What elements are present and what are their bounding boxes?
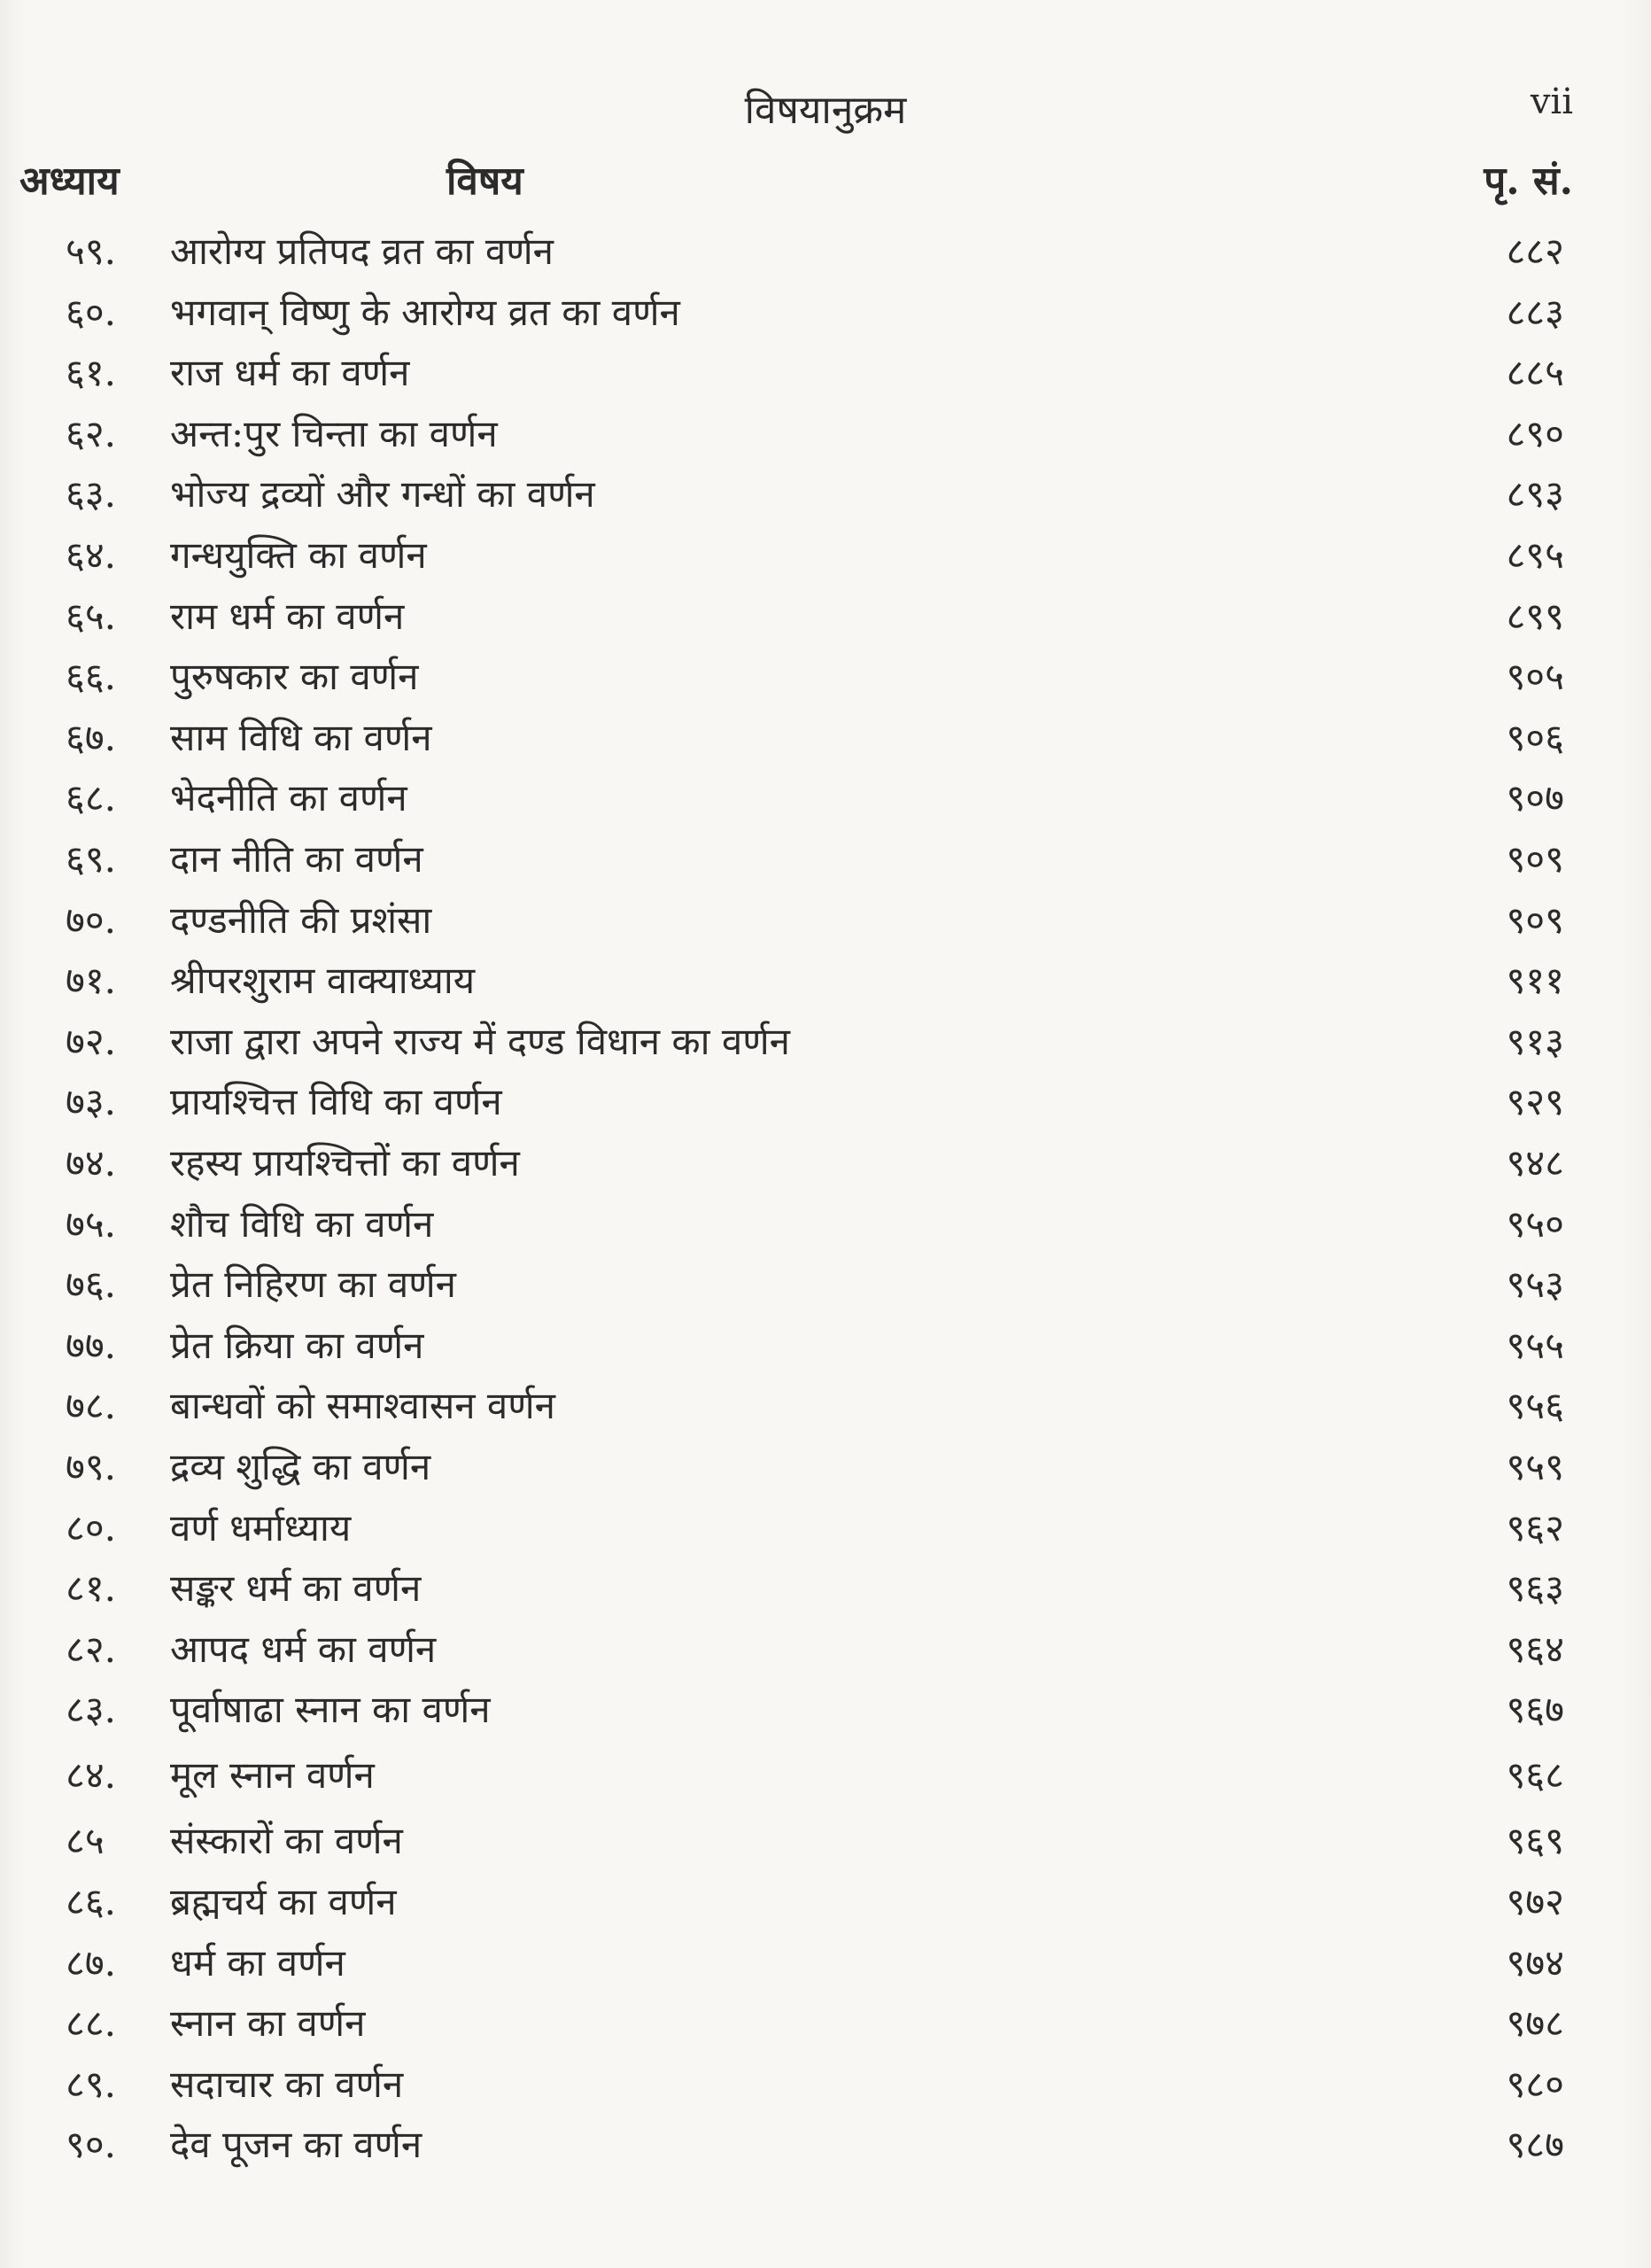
chapter-number: ६८. — [66, 776, 117, 820]
chapter-number: ७९. — [66, 1445, 117, 1488]
page-reference: ९५० — [1506, 1201, 1564, 1246]
chapter-subject: पुरुषकार का वर्णन — [170, 655, 419, 699]
chapter-number: ८६. — [66, 1880, 117, 1923]
toc-row — [0, 2115, 1651, 2175]
page-reference: ९१३ — [1506, 1019, 1564, 1063]
chapter-number: ७१. — [66, 959, 117, 1003]
page-reference: ९६४ — [1506, 1627, 1564, 1671]
chapter-subject: रहस्य प्रायश्चित्तों का वर्णन — [170, 1141, 520, 1184]
chapter-number: ८३. — [66, 1688, 117, 1732]
chapter-number: ८०. — [66, 1505, 117, 1550]
page-reference: ९५९ — [1506, 1445, 1564, 1488]
chapter-subject: बान्धवों को समाश्वासन वर्णन — [170, 1384, 555, 1428]
chapter-number: ८९. — [66, 2062, 117, 2106]
chapter-subject: द्रव्य शुद्धि का वर्णन — [170, 1445, 431, 1488]
chapter-subject: गन्धयुक्ति का वर्णन — [170, 533, 427, 577]
toc-row — [0, 221, 1651, 282]
toc-row — [0, 890, 1651, 951]
page-reference: ९०९ — [1506, 897, 1564, 942]
chapter-subject: मूल स्नान वर्णन — [170, 1753, 375, 1798]
chapter-subject: स्नान का वर्णन — [170, 2001, 366, 2046]
toc-row — [0, 708, 1651, 768]
page-reference: ९५६ — [1506, 1384, 1564, 1428]
page-reference: ९७४ — [1506, 1940, 1564, 1984]
toc-row — [0, 1133, 1651, 1193]
chapter-subject: सङ्कर धर्म का वर्णन — [170, 1566, 422, 1611]
chapter-number: ६१. — [66, 351, 117, 395]
chapter-subject: भगवान् विष्णु के आरोग्य व्रत का वर्णन — [170, 290, 680, 334]
chapter-subject: भोज्य द्रव्यों और गन्धों का वर्णन — [170, 472, 595, 517]
toc-row — [0, 283, 1651, 343]
toc-row — [0, 1194, 1651, 1254]
toc-row — [0, 464, 1651, 524]
toc-row — [0, 586, 1651, 647]
toc-row — [0, 404, 1651, 464]
toc-row — [0, 1872, 1651, 1932]
toc-row — [0, 1316, 1651, 1376]
page-reference: ९०७ — [1506, 776, 1564, 820]
page-reference: ९०६ — [1506, 715, 1564, 759]
chapter-number: ६७. — [66, 715, 117, 759]
running-title: विषयानुक्रम — [744, 88, 907, 133]
toc-row — [0, 1745, 1651, 1806]
chapter-subject: देव पूजन का वर्णन — [170, 2123, 422, 2167]
toc-row — [0, 1498, 1651, 1558]
chapter-number: ७५. — [66, 1201, 117, 1246]
toc-row — [0, 951, 1651, 1011]
chapter-subject: दण्डनीति की प्रशंसा — [170, 897, 432, 942]
chapter-subject: भेदनीति का वर्णन — [170, 776, 407, 820]
page-reference: ९२९ — [1506, 1080, 1564, 1124]
column-heading-chapter: अध्याय — [19, 159, 120, 204]
chapter-number: ८८. — [66, 2001, 117, 2046]
page-reference: ९५३ — [1506, 1262, 1564, 1307]
toc-row — [0, 1072, 1651, 1132]
chapter-number: ६४. — [66, 533, 117, 577]
chapter-subject: अन्त:पुर चिन्ता का वर्णन — [170, 411, 498, 455]
page-reference: ८९० — [1506, 411, 1564, 455]
page-reference: ९६७ — [1506, 1688, 1564, 1732]
page-reference: ९०५ — [1506, 655, 1564, 699]
chapter-subject: राज धर्म का वर्णन — [170, 351, 410, 395]
chapter-number: ९०. — [66, 2123, 117, 2167]
toc-row — [0, 768, 1651, 828]
toc-row — [0, 647, 1651, 707]
toc-row — [0, 829, 1651, 889]
page-reference: ९८० — [1506, 2062, 1564, 2106]
chapter-number: ७३. — [66, 1080, 117, 1124]
page-reference: ९६९ — [1506, 1819, 1564, 1863]
chapter-number: ८५ — [66, 1819, 105, 1863]
chapter-number: ६३. — [66, 472, 117, 517]
toc-row — [0, 1993, 1651, 2054]
chapter-number: ८१. — [66, 1566, 117, 1611]
page-reference: ९५५ — [1506, 1323, 1564, 1367]
toc-row — [0, 1376, 1651, 1436]
toc-row — [0, 525, 1651, 586]
column-heading-page: पृ. सं. — [1484, 159, 1573, 204]
page-number: vii — [1530, 82, 1573, 122]
chapter-number: ६६. — [66, 655, 117, 699]
page-reference: ८९३ — [1506, 472, 1564, 517]
chapter-number: ७७. — [66, 1323, 117, 1367]
chapter-subject: ब्रह्मचर्य का वर्णन — [170, 1880, 397, 1923]
chapter-subject: राम धर्म का वर्णन — [170, 594, 405, 638]
toc-row — [0, 1680, 1651, 1740]
page-reference: ९११ — [1506, 959, 1564, 1003]
chapter-number: ७६. — [66, 1262, 117, 1307]
chapter-subject: वर्ण धर्माध्याय — [170, 1505, 352, 1550]
chapter-subject: शौच विधि का वर्णन — [170, 1201, 434, 1246]
page-reference: ९६८ — [1506, 1753, 1564, 1798]
page-reference: ८८२ — [1506, 229, 1564, 273]
chapter-subject: राजा द्वारा अपने राज्य में दण्ड विधान का वर्णन — [170, 1019, 790, 1063]
page-reference: ८८५ — [1506, 351, 1564, 395]
toc-row — [0, 1012, 1651, 1072]
chapter-number: ८२. — [66, 1627, 117, 1671]
chapter-number: ६०. — [66, 290, 117, 334]
chapter-subject: प्रेत क्रिया का वर्णन — [170, 1323, 424, 1367]
toc-row — [0, 1933, 1651, 1993]
chapter-subject: आरोग्य प्रतिपद व्रत का वर्णन — [170, 229, 554, 273]
chapter-subject: प्रेत निहिरण का वर्णन — [170, 1262, 456, 1307]
page-reference: ९६३ — [1506, 1566, 1564, 1611]
page-reference: ९७२ — [1506, 1880, 1564, 1923]
chapter-subject: धर्म का वर्णन — [170, 1940, 345, 1984]
chapter-number: ६५. — [66, 594, 117, 638]
chapter-number: ७४. — [66, 1141, 117, 1184]
toc-row — [0, 343, 1651, 403]
chapter-subject: साम विधि का वर्णन — [170, 715, 432, 759]
chapter-subject: सदाचार का वर्णन — [170, 2062, 404, 2106]
page-reference: ८८३ — [1506, 290, 1564, 334]
toc-row — [0, 1811, 1651, 1871]
chapter-subject: श्रीपरशुराम वाक्याध्याय — [170, 959, 476, 1003]
chapter-subject: दान नीति का वर्णन — [170, 837, 423, 881]
page-reference: ८९९ — [1506, 594, 1564, 638]
chapter-number: ७२. — [66, 1019, 117, 1063]
chapter-subject: प्रायश्चित्त विधि का वर्णन — [170, 1080, 502, 1124]
chapter-number: ६९. — [66, 837, 117, 881]
chapter-number: ८४. — [66, 1753, 117, 1798]
toc-row — [0, 1619, 1651, 1680]
page-reference: ९०९ — [1506, 837, 1564, 881]
page-reference: ९८७ — [1506, 2123, 1564, 2167]
chapter-subject: आपद धर्म का वर्णन — [170, 1627, 437, 1671]
chapter-subject: संस्कारों का वर्णन — [170, 1819, 403, 1863]
chapter-number: ६२. — [66, 411, 117, 455]
chapter-number: ५९. — [66, 229, 117, 273]
chapter-number: ७०. — [66, 897, 117, 942]
chapter-number: ७८. — [66, 1384, 117, 1428]
page-reference: ९७८ — [1506, 2001, 1564, 2046]
toc-row — [0, 2054, 1651, 2115]
toc-row — [0, 1437, 1651, 1497]
toc-row — [0, 1254, 1651, 1315]
chapter-number: ८७. — [66, 1940, 117, 1984]
page-reference: ९४८ — [1506, 1141, 1564, 1184]
page-reference: ८९५ — [1506, 533, 1564, 577]
chapter-subject: पूर्वाषाढा स्नान का वर्णन — [170, 1688, 491, 1732]
toc-row — [0, 1558, 1651, 1619]
page-reference: ९६२ — [1506, 1505, 1564, 1550]
column-heading-subject: विषय — [446, 159, 523, 204]
